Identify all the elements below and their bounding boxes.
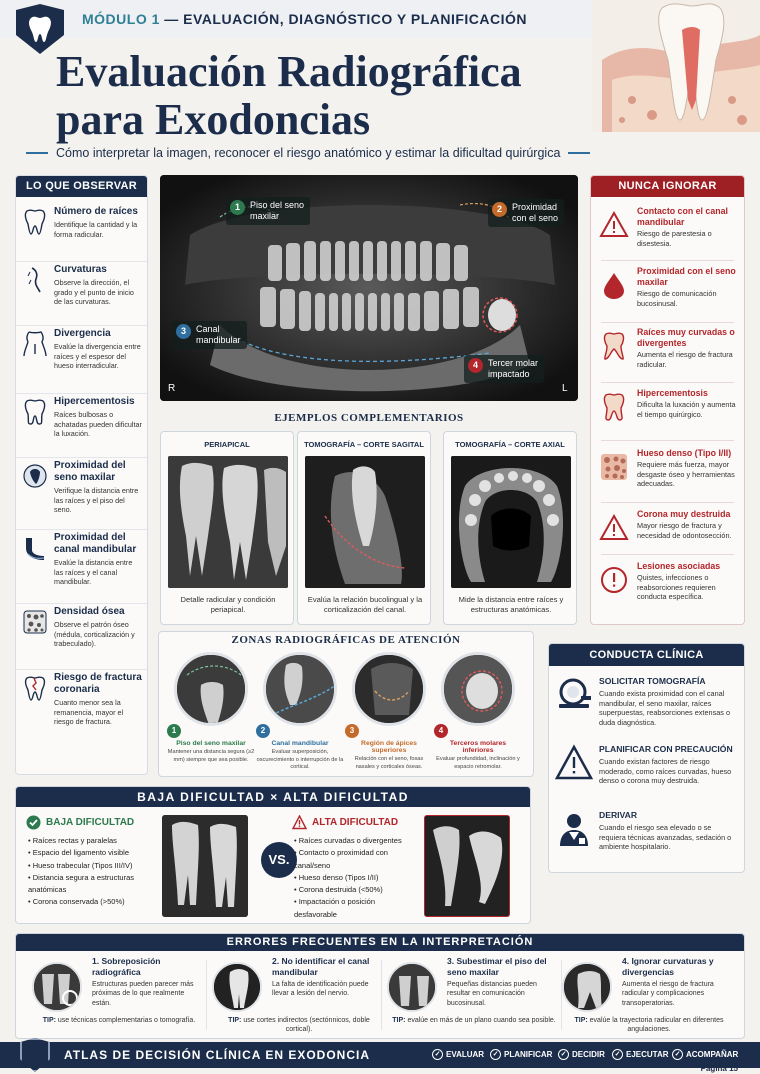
conduct-item (549, 676, 744, 727)
zone-item (345, 652, 433, 771)
never-ignore-item (591, 561, 744, 602)
check-icon: ✓ (432, 1049, 443, 1060)
observe-item (16, 396, 147, 458)
zone-number: 3 (345, 724, 359, 738)
conduct-text: Cuando existan factores de riesgo moderado, como raíces curvadas, hueso denso o corona muy destruida. (599, 757, 732, 785)
zone-number: 2 (256, 724, 270, 738)
warning-icon (555, 744, 593, 782)
never-ignore-title: Hueso denso (Tipo I/II) (637, 448, 732, 458)
never-ignore-title: Hipercementosis (637, 388, 708, 398)
zone-number: 4 (434, 724, 448, 738)
zone-text: Relación con el seno, fosas nasales y corticales óseas. (354, 756, 424, 770)
error-tip: TIP: use cortes indirectos (sectónnicos, doble cortical). (228, 1017, 370, 1034)
example-text: Mide la distancia entre raíces y estructuras anatómicas. (458, 595, 564, 614)
never-ignore-heading: NUNCA IGNORAR (591, 176, 744, 197)
never-ignore-title: Proximidad con el seno maxilar (637, 266, 736, 287)
check-icon: ✓ (672, 1049, 683, 1060)
observe-title: Proximidad del canal mandibular (54, 532, 137, 555)
xray-label-sinus-floor: 1 Piso del seno maxilar (226, 197, 310, 225)
tooth-cross-section-illustration (592, 0, 760, 132)
conduct-title: PLANIFICAR CON PRECAUCIÓN (599, 744, 733, 754)
page-title: Evaluación Radiográfica para Exodoncias (56, 47, 522, 144)
zone-title: Piso del seno maxilar (176, 740, 246, 747)
conduct-text: Cuando exista proximidad con el canal mandibular, el seno maxilar, raíces superpuestas, reabsorciones extensas o duda diagnóstica. (599, 689, 731, 727)
periapical-image (168, 456, 288, 588)
error-item (206, 956, 386, 1036)
check-circle-icon (26, 815, 41, 830)
observe-title: Densidad ósea (54, 606, 125, 617)
zone-title: Canal mandibular (271, 740, 329, 747)
observe-heading: LO QUE OBSERVAR (16, 176, 147, 197)
zone-text: Evaluar profundidad, inclinación y espacio retromolar. (436, 756, 520, 770)
drop-icon (599, 270, 629, 300)
mandibular-canal-icon (22, 534, 48, 562)
observe-panel (15, 175, 148, 775)
never-ignore-title: Raíces muy curvadas o divergentes (637, 327, 735, 348)
error-title: 3. Subestimar el piso del seno maxilar (447, 956, 547, 977)
example-title: TOMOGRAFÍA – CORTE SAGITAL (304, 440, 424, 449)
check-icon: ✓ (490, 1049, 501, 1060)
never-ignore-text: Dificulta la luxación y aumenta el tiempo quirúrgico. (637, 400, 736, 419)
example-card-periapical (160, 431, 294, 625)
error-item (381, 956, 561, 1036)
observe-title: Riesgo de fractura coronaria (54, 672, 142, 695)
observe-title: Número de raíces (54, 206, 138, 217)
footer-title: ATLAS DE DECISIÓN CLÍNICA EN EXODONCIA (64, 1048, 371, 1062)
attention-zones (158, 631, 534, 777)
zones-heading: ZONAS RADIOGRÁFICAS DE ATENCIÓN (231, 634, 461, 646)
observe-title: Hipercementosis (54, 396, 135, 407)
low-difficulty-title: BAJA DIFICULTAD (26, 815, 134, 830)
panoramic-xray (160, 175, 578, 401)
zone-image (174, 652, 248, 726)
never-ignore-item (591, 327, 744, 369)
never-ignore-title: Contacto con el canal mandibular (637, 206, 728, 227)
xray-label-sinus-proximity: 2 Proximidad con el seno (488, 199, 564, 227)
observe-item (16, 672, 147, 746)
footer-step: ✓ EJECUTAR (612, 1049, 669, 1060)
error-text: La falta de identificación puede llevar a lesión del nervio. (272, 981, 369, 998)
curved-roots-icon (599, 331, 629, 361)
doctor-icon (555, 810, 593, 848)
alert-circle-icon (599, 565, 629, 595)
observe-text: Observe el patrón óseo (médula, corticalización y trabeculado). (54, 620, 135, 648)
hypercementosis-icon (599, 392, 629, 422)
never-ignore-item (591, 448, 744, 489)
footer-step: ✓ EVALUAR (432, 1049, 484, 1060)
xray-side-right: R (168, 383, 176, 394)
error-item (26, 956, 206, 1036)
observe-title: Proximidad del seno maxilar (54, 460, 126, 483)
sagittal-ct-image (305, 456, 425, 588)
observe-item (16, 206, 147, 262)
subtitle-row (26, 146, 596, 160)
observe-item (16, 264, 147, 326)
curved-root-icon (22, 266, 48, 294)
observe-text: Identifique la cantidad y la forma radicular. (54, 220, 138, 239)
conduct-text: Cuando el riesgo sea elevado o se requiera técnicas avanzadas, sedación o ambiente hospitalario. (599, 823, 732, 851)
example-text: Evalúa la relación bucolingual y la corticalización del canal. (307, 595, 423, 614)
conduct-item (549, 744, 744, 786)
error-image (212, 962, 262, 1012)
axial-ct-image (451, 456, 571, 588)
xray-side-left: L (562, 383, 568, 394)
error-title: 2. No identificar el canal mandibular (272, 956, 370, 977)
xray-label-impacted-third-molar: 4 Tercer molar impactado (464, 355, 544, 383)
observe-item (16, 606, 147, 670)
error-tip: TIP: evalúe en más de un plano cuando sea posible. (392, 1017, 556, 1024)
never-ignore-item (591, 206, 744, 248)
high-difficulty-list: • Raíces curvadas o divergentes • Contacto o proximidad con canal/seno • Hueso denso (Tipos I/II) • Corona destruida (<50%) • Impactación o posición desfavorable (294, 835, 416, 921)
high-difficulty-xray (424, 815, 510, 917)
error-text: Aumenta el riesgo de fractura radicular y complicaciones transoperatorias. (622, 981, 714, 1007)
error-item (556, 956, 736, 1036)
xray-label-mandibular-canal: 3 Canal mandibular (172, 321, 247, 349)
never-ignore-text: Mayor riesgo de fractura y necesidad de odontosección. (637, 521, 732, 540)
check-icon: ✓ (558, 1049, 569, 1060)
example-text: Detalle radicular y condición periapical. (180, 595, 276, 614)
observe-text: Cuanto menor sea la remanencia, mayor el riesgo de fractura. (54, 698, 124, 726)
warning-icon (599, 210, 629, 240)
zone-text: Mantener una distancia segura (≥2 mm) siempre que sea posible. (167, 749, 255, 763)
cracked-crown-icon (22, 674, 48, 702)
never-ignore-title: Corona muy destruida (637, 509, 731, 519)
error-image (562, 962, 612, 1012)
observe-item (16, 328, 147, 394)
observe-title: Curvaturas (54, 264, 107, 275)
never-ignore-panel (590, 175, 745, 625)
zone-image (263, 652, 337, 726)
example-card-sagittal (297, 431, 431, 625)
never-ignore-text: Aumenta el riesgo de fractura radicular. (637, 350, 733, 369)
bulbous-root-icon (22, 398, 48, 426)
observe-text: Evalúe la divergencia entre raíces y el espesor del hueso interradicular. (54, 342, 141, 370)
never-ignore-item (591, 388, 744, 419)
zone-title: Región de ápices superiores (361, 740, 417, 754)
bone-density-icon (22, 608, 48, 636)
observe-item (16, 460, 147, 530)
high-difficulty-title: ALTA DIFICULTAD (292, 815, 398, 830)
conduct-item (549, 810, 744, 852)
error-title: 1. Sobreposición radiográfica (92, 956, 161, 977)
page-number: Página 15 (700, 1064, 738, 1073)
example-card-axial (443, 431, 577, 625)
low-difficulty-list: • Raíces rectas y paralelas • Espacio del ligamento visible • Hueso trabecular (Tipos III/IV) • Distancia segura a estructuras anatómicas • Corona conservada (>50%) (28, 835, 152, 909)
footer-step: ✓ PLANIFICAR (490, 1049, 552, 1060)
dense-bone-icon (599, 452, 629, 482)
multi-root-tooth-icon (22, 208, 48, 236)
vs-badge: VS. (261, 842, 297, 878)
zone-text: Evaluar superposición, oscurecimiento o interrupción de la cortical. (256, 749, 344, 770)
difficulty-heading: BAJA DIFICULTAD × ALTA DIFICULTAD (16, 787, 530, 807)
error-text: Estructuras pueden parecer más próximas de lo que realmente están. (92, 981, 194, 1007)
difficulty-comparison (15, 786, 531, 924)
never-ignore-text: Riesgo de comunicación bucosinusal. (637, 289, 717, 308)
subtitle: Cómo interpretar la imagen, reconocer el riesgo anatómico y estimar la dificultad quirúrgica (56, 146, 561, 160)
warning-icon (599, 513, 629, 543)
footer-step: ✓ DECIDIR (558, 1049, 605, 1060)
check-icon: ✓ (612, 1049, 623, 1060)
examples-heading: EJEMPLOS COMPLEMENTARIOS (274, 412, 464, 424)
observe-text: Raíces bulbosas o achatadas pueden dificultar la luxación. (54, 410, 142, 438)
footer-step: ✓ ACOMPAÑAR (672, 1049, 738, 1060)
conduct-title: DERIVAR (599, 810, 638, 820)
errors-heading: ERRORES FRECUENTES EN LA INTERPRETACIÓN (16, 934, 744, 951)
ct-scanner-icon (555, 676, 593, 714)
divergent-root-icon (22, 330, 48, 358)
low-difficulty-xray (162, 815, 248, 917)
zone-title: Terceros molares inferiores (449, 740, 507, 754)
never-ignore-item (591, 266, 744, 308)
zone-item (434, 652, 522, 771)
never-ignore-title: Lesiones asociadas (637, 561, 721, 571)
never-ignore-text: Quistes, infecciones o reabsorciones requieren conducta específica. (637, 573, 716, 601)
error-tip: TIP: evalúe la trayectoria radicular en diferentes angulaciones. (574, 1017, 724, 1034)
observe-text: Verifique la distancia entre las raíces y el piso del seno. (54, 486, 139, 514)
example-title: TOMOGRAFÍA – CORTE AXIAL (455, 440, 565, 449)
conduct-title: SOLICITAR TOMOGRAFÍA (599, 676, 706, 686)
frequent-errors (15, 933, 745, 1039)
observe-text: Evalúe la distancia entre las raíces y el canal mandibular. (54, 558, 133, 586)
clinical-conduct-panel (548, 643, 745, 873)
clinical-conduct-heading: CONDUCTA CLÍNICA (549, 644, 744, 666)
error-title: 4. Ignorar curvaturas y divergencias (622, 956, 714, 977)
zone-image (441, 652, 515, 726)
error-image (32, 962, 82, 1012)
error-text: Pequeñas distancias pueden resultar en comunicación bucosinusal. (447, 981, 537, 1007)
sinus-icon (22, 462, 48, 490)
tooth-icon (27, 15, 53, 43)
never-ignore-item (591, 509, 744, 540)
observe-title: Divergencia (54, 328, 111, 339)
zone-item (256, 652, 344, 772)
observe-item (16, 532, 147, 604)
never-ignore-text: Requiere más fuerza, mayor desgaste óseo y herramientas adecuadas. (637, 460, 735, 488)
error-tip: TIP: use técnicas complementarias o tomografía. (42, 1017, 196, 1024)
example-title: PERIAPICAL (204, 440, 250, 449)
module-label: MÓDULO 1 — EVALUACIÓN, DIAGNÓSTICO Y PLANIFICACIÓN (82, 11, 528, 27)
zone-number: 1 (167, 724, 181, 738)
observe-text: Observe la dirección, el grado y el punto de inicio de las curvaturas. (54, 278, 134, 306)
error-image (387, 962, 437, 1012)
warning-icon (292, 815, 307, 830)
zone-image (352, 652, 426, 726)
never-ignore-text: Riesgo de parestesia o disestesia. (637, 229, 712, 248)
zone-item (167, 652, 255, 764)
